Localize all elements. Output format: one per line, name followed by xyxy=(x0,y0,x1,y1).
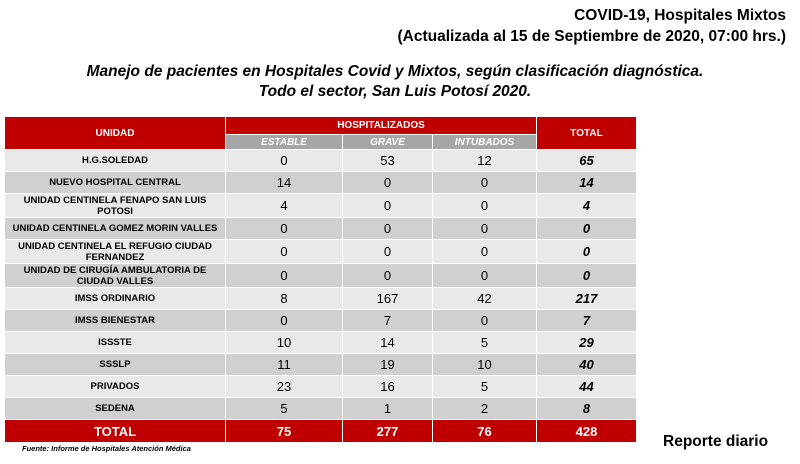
row-total: 7 xyxy=(537,310,637,332)
row-total: 0 xyxy=(537,240,637,264)
row-estable: 4 xyxy=(226,194,343,218)
row-total: 8 xyxy=(537,398,637,420)
table-row xyxy=(5,172,637,194)
row-estable: 0 xyxy=(226,240,343,264)
table-row xyxy=(5,398,637,420)
row-unidad: NUEVO HOSPITAL CENTRAL xyxy=(5,172,226,194)
row-grave: 1 xyxy=(343,398,433,420)
totals-label: TOTAL xyxy=(5,420,226,443)
row-estable: 10 xyxy=(226,332,343,354)
row-total: 40 xyxy=(537,354,637,376)
row-grave: 0 xyxy=(343,264,433,288)
row-unidad: UNIDAD CENTINELA GOMEZ MORIN VALLES xyxy=(5,218,226,240)
row-intubados: 0 xyxy=(433,310,537,332)
row-intubados: 5 xyxy=(433,376,537,398)
table-subtitle-line1: Manejo de pacientes en Hospitales Covid y Mixtos, según clasificación diagnóstica. xyxy=(86,63,704,80)
hospital-patients-table xyxy=(4,116,637,443)
row-estable: 5 xyxy=(226,398,343,420)
row-estable: 14 xyxy=(226,172,343,194)
row-unidad: ISSSTE xyxy=(5,332,226,354)
table-row xyxy=(5,194,637,218)
row-grave: 14 xyxy=(343,332,433,354)
row-intubados: 10 xyxy=(433,354,537,376)
row-total: 217 xyxy=(537,288,637,310)
report-title: COVID-19, Hospitales Mixtos xyxy=(574,7,786,24)
row-unidad: SSSLP xyxy=(5,354,226,376)
col-header-unidad: UNIDAD xyxy=(5,117,226,150)
table-row xyxy=(5,288,637,310)
row-unidad: SEDENA xyxy=(5,398,226,420)
row-total: 0 xyxy=(537,264,637,288)
col-header-total: TOTAL xyxy=(537,117,637,150)
source-note: Fuente: Informe de Hospitales Atención Médica xyxy=(22,444,191,453)
row-unidad: UNIDAD CENTINELA FENAPO SAN LUIS POTOSI xyxy=(5,194,226,218)
row-total: 29 xyxy=(537,332,637,354)
row-total: 4 xyxy=(537,194,637,218)
table-row xyxy=(5,310,637,332)
row-total: 44 xyxy=(537,376,637,398)
row-intubados: 12 xyxy=(433,150,537,172)
row-intubados: 0 xyxy=(433,264,537,288)
row-estable: 23 xyxy=(226,376,343,398)
row-total: 0 xyxy=(537,218,637,240)
col-header-hospitalizados: HOSPITALIZADOS xyxy=(226,117,537,135)
col-header-intubados: INTUBADOS xyxy=(433,135,537,150)
table-row xyxy=(5,150,637,172)
col-header-estable: ESTABLE xyxy=(226,135,343,150)
totals-intubados: 76 xyxy=(433,420,537,443)
row-grave: 53 xyxy=(343,150,433,172)
row-grave: 0 xyxy=(343,194,433,218)
totals-total: 428 xyxy=(537,420,637,443)
row-estable: 11 xyxy=(226,354,343,376)
row-unidad: H.G.SOLEDAD xyxy=(5,150,226,172)
row-unidad: IMSS ORDINARIO xyxy=(5,288,226,310)
totals-row xyxy=(5,420,637,443)
report-update-date: (Actualizada al 15 de Septiembre de 2020, 07:00 hrs.) xyxy=(397,28,786,45)
row-unidad: UNIDAD CENTINELA EL REFUGIO CIUDAD FERNANDEZ xyxy=(5,240,226,264)
row-unidad: PRIVADOS xyxy=(5,376,226,398)
row-estable: 0 xyxy=(226,150,343,172)
table-row xyxy=(5,376,637,398)
row-intubados: 0 xyxy=(433,240,537,264)
row-intubados: 42 xyxy=(433,288,537,310)
table-row xyxy=(5,240,637,264)
row-total: 14 xyxy=(537,172,637,194)
row-unidad: UNIDAD DE CIRUGÍA AMBULATORIA DE CIUDAD VALLES xyxy=(5,264,226,288)
row-unidad: IMSS BIENESTAR xyxy=(5,310,226,332)
row-grave: 19 xyxy=(343,354,433,376)
col-header-grave: GRAVE xyxy=(343,135,433,150)
totals-grave: 277 xyxy=(343,420,433,443)
row-intubados: 5 xyxy=(433,332,537,354)
table-subtitle-line2: Todo el sector, San Luis Potosí 2020. xyxy=(258,83,532,100)
row-total: 65 xyxy=(537,150,637,172)
row-intubados: 0 xyxy=(433,194,537,218)
row-grave: 0 xyxy=(343,218,433,240)
table-row xyxy=(5,354,637,376)
row-estable: 0 xyxy=(226,218,343,240)
totals-estable: 75 xyxy=(226,420,343,443)
row-estable: 0 xyxy=(226,264,343,288)
row-grave: 7 xyxy=(343,310,433,332)
report-label: Reporte diario xyxy=(663,433,769,450)
row-grave: 0 xyxy=(343,240,433,264)
row-intubados: 0 xyxy=(433,218,537,240)
row-grave: 0 xyxy=(343,172,433,194)
row-intubados: 2 xyxy=(433,398,537,420)
row-grave: 167 xyxy=(343,288,433,310)
row-grave: 16 xyxy=(343,376,433,398)
table-row xyxy=(5,264,637,288)
table-row xyxy=(5,218,637,240)
table-row xyxy=(5,332,637,354)
row-intubados: 0 xyxy=(433,172,537,194)
row-estable: 0 xyxy=(226,310,343,332)
row-estable: 8 xyxy=(226,288,343,310)
